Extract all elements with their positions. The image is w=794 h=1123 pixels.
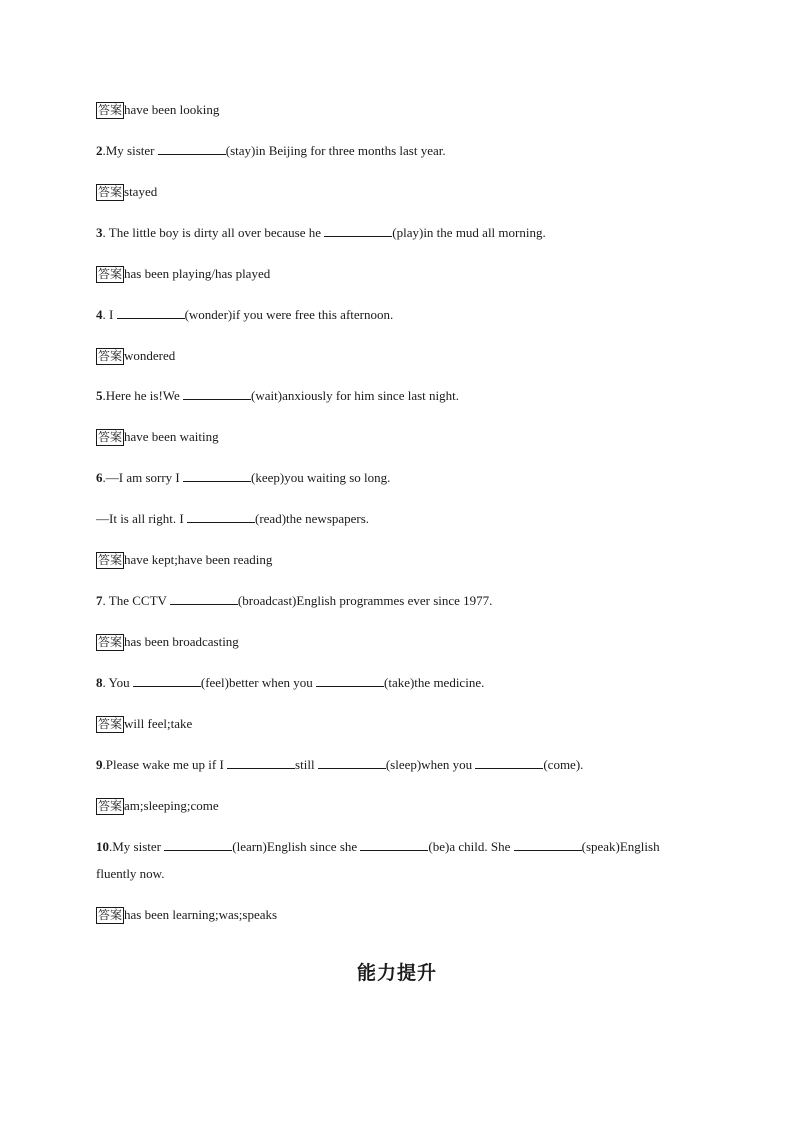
question-text: —I am sorry I bbox=[105, 470, 184, 485]
answer-badge: 答案 bbox=[98, 635, 123, 649]
question-number: 10 bbox=[96, 839, 109, 854]
question-text: (broadcast)English programmes ever since 1977. bbox=[237, 593, 493, 608]
question-number: 9 bbox=[96, 757, 103, 772]
answer-badge: 答案 bbox=[98, 799, 123, 813]
question-text: (stay)in Beijing for three months last year. bbox=[225, 143, 446, 158]
question-text: (wait)anxiously for him since last night. bbox=[251, 388, 459, 403]
answer-blank bbox=[360, 838, 428, 851]
question-number: 7 bbox=[96, 593, 103, 608]
question-text: (keep)you waiting so long. bbox=[251, 470, 391, 485]
answer-blank bbox=[117, 306, 185, 319]
question-number: 6 bbox=[96, 470, 103, 485]
question-text: (take)the medicine. bbox=[384, 675, 485, 690]
answer-blank bbox=[158, 142, 226, 155]
answer-text: am;sleeping;come bbox=[124, 798, 219, 813]
question-text: fluently now. bbox=[96, 866, 165, 881]
answer-line-6 bbox=[96, 551, 272, 569]
answer-text: have been waiting bbox=[124, 429, 219, 444]
answer-line-4 bbox=[96, 347, 175, 365]
question-text: My sister bbox=[105, 143, 158, 158]
question-text: (play)in the mud all morning. bbox=[392, 225, 546, 240]
answer-line-2 bbox=[96, 183, 157, 201]
question-text: (read)the newspapers. bbox=[255, 511, 370, 526]
answer-line-8 bbox=[96, 715, 192, 733]
question-5: 5.Here he is!We (wait)anxiously for him since last night. bbox=[96, 388, 459, 403]
question-text: (learn)English since she bbox=[232, 839, 361, 854]
answer-text: wondered bbox=[124, 348, 176, 363]
question-text: (wonder)if you were free this afternoon. bbox=[184, 307, 394, 322]
question-4: 4. I (wonder)if you were free this afternoon. bbox=[96, 307, 394, 322]
answer-text: has been broadcasting bbox=[124, 634, 239, 649]
question-text: —It is all right. I bbox=[96, 511, 187, 526]
question-text: You bbox=[105, 675, 133, 690]
answer-blank bbox=[227, 756, 295, 769]
answer-badge: 答案 bbox=[98, 349, 123, 363]
question-text: I bbox=[105, 307, 117, 322]
answer-line-3 bbox=[96, 265, 270, 283]
answer-badge: 答案 bbox=[98, 103, 123, 117]
answer-badge: 答案 bbox=[98, 430, 123, 444]
answer-blank bbox=[514, 838, 582, 851]
question-8: 8. You (feel)better when you (take)the medicine. bbox=[96, 675, 485, 690]
question-2: 2.My sister (stay)in Beijing for three months last year. bbox=[96, 143, 446, 158]
question-text: The CCTV bbox=[105, 593, 170, 608]
question-text: Please wake me up if I bbox=[105, 757, 228, 772]
question-text: (speak)English bbox=[581, 839, 660, 854]
answer-text: has been learning;was;speaks bbox=[124, 907, 278, 922]
answer-badge: 答案 bbox=[98, 267, 123, 281]
question-number: 3 bbox=[96, 225, 103, 240]
answer-text: have kept;have been reading bbox=[124, 552, 273, 567]
answer-blank bbox=[475, 756, 543, 769]
question-text: (be)a child. She bbox=[428, 839, 514, 854]
answer-badge: 答案 bbox=[98, 908, 123, 922]
answer-blank bbox=[183, 387, 251, 400]
answer-line-9 bbox=[96, 797, 219, 815]
answer-line-1 bbox=[96, 101, 219, 119]
question-7: 7. The CCTV (broadcast)English programmes ever since 1977. bbox=[96, 593, 493, 608]
question-6: 6.—I am sorry I (keep)you waiting so long. bbox=[96, 470, 391, 485]
answer-line-10 bbox=[96, 906, 277, 924]
answer-blank bbox=[164, 838, 232, 851]
answer-badge: 答案 bbox=[98, 185, 123, 199]
question-number: 5 bbox=[96, 388, 103, 403]
answer-blank bbox=[318, 756, 386, 769]
answer-blank bbox=[324, 224, 392, 237]
question-9: 9.Please wake me up if I still (sleep)when you (come). bbox=[96, 757, 584, 772]
question-number: 4 bbox=[96, 307, 103, 322]
question-3: 3. The little boy is dirty all over because he (play)in the mud all morning. bbox=[96, 225, 546, 240]
answer-line-5 bbox=[96, 428, 219, 446]
question-text: still bbox=[295, 757, 318, 772]
answer-blank bbox=[316, 674, 384, 687]
question-text: (come). bbox=[543, 757, 584, 772]
question-number: 8 bbox=[96, 675, 103, 690]
question-6-reply bbox=[96, 510, 369, 528]
question-number: 2 bbox=[96, 143, 103, 158]
answer-text: have been looking bbox=[124, 102, 220, 117]
question-10: 10.My sister (learn)English since she (be)a child. She (speak)English bbox=[96, 839, 660, 854]
question-text: (sleep)when you bbox=[385, 757, 476, 772]
answer-text: has been playing/has played bbox=[124, 266, 271, 281]
answer-line-7 bbox=[96, 633, 239, 651]
answer-blank bbox=[133, 674, 201, 687]
question-text: (feel)better when you bbox=[200, 675, 316, 690]
answer-blank bbox=[183, 469, 251, 482]
question-10-continued bbox=[96, 865, 164, 883]
answer-blank bbox=[170, 592, 238, 605]
question-text: The little boy is dirty all over because he bbox=[105, 225, 325, 240]
answer-badge: 答案 bbox=[98, 553, 123, 567]
question-text: My sister bbox=[112, 839, 165, 854]
answer-blank bbox=[187, 510, 255, 523]
answer-badge: 答案 bbox=[98, 717, 123, 731]
answer-text: stayed bbox=[124, 184, 158, 199]
question-text: Here he is!We bbox=[105, 388, 184, 403]
answer-text: will feel;take bbox=[124, 716, 193, 731]
section-title: 能力提升 bbox=[356, 962, 437, 984]
